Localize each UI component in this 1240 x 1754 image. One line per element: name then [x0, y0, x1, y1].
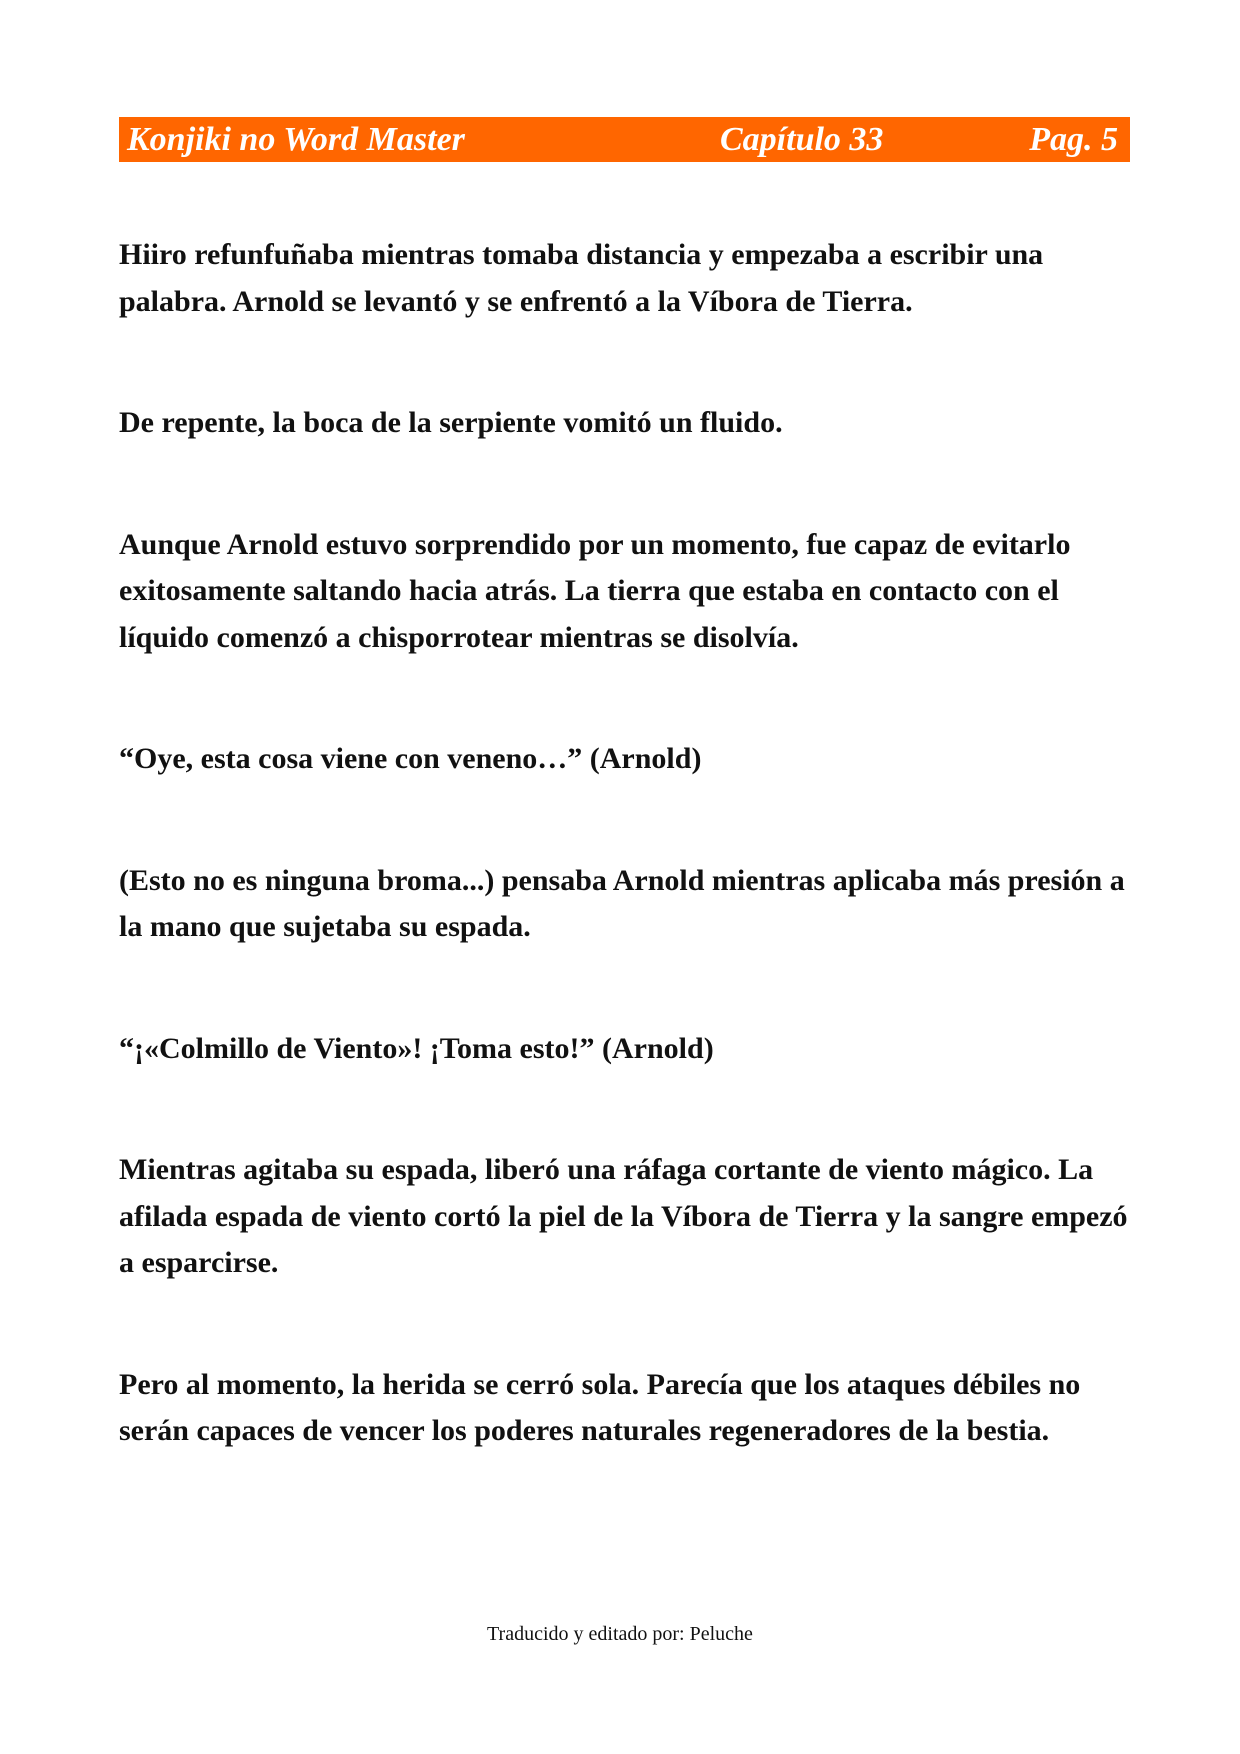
paragraph: Aunque Arnold estuvo sorprendido por un momento, fue capaz de evitarlo exitosamente saltando hacia atrás. La tierra que estaba en contacto con el líquido comenzó a chisporrotear mientras se disolvía. [119, 527, 1071, 654]
page-body [119, 232, 1131, 1530]
paragraph: (Esto no es ninguna broma...) pensaba Arnold mientras aplicaba más presión a la mano que sujetaba su espada. [119, 863, 1125, 943]
paragraph: Hiiro refunfuñaba mientras tomaba distancia y empezaba a escribir una palabra. Arnold se levantó y se enfrentó a la Víbora de Tierra. [119, 238, 1044, 318]
book-title: Konjiki no Word Master [127, 121, 465, 158]
page-number: Pag. 5 [1029, 121, 1118, 158]
paragraph: Pero al momento, la herida se cerró sola. Parecía que los ataques débiles no serán capaces de vencer los poderes naturales regeneradores de la bestia. [119, 1367, 1081, 1447]
dialogue-line: “¡«Colmillo de Viento»! ¡Toma esto!” (Arnold) [119, 1031, 714, 1065]
page-header [119, 117, 1130, 162]
dialogue-line: “Oye, esta cosa viene con veneno…” (Arnold) [119, 742, 702, 775]
chapter-label: Capítulo 33 [720, 121, 884, 158]
paragraph: Mientras agitaba su espada, liberó una ráfaga cortante de viento mágico. La afilada espada de viento cortó la piel de la Víbora de Tierra y la sangre empezó a esparcirse. [119, 1153, 1128, 1279]
translator-credit: Traducido y editado por: Peluche [487, 1623, 753, 1645]
paragraph: De repente, la boca de la serpiente vomitó un fluido. [119, 406, 783, 439]
page-footer [0, 1622, 1240, 1646]
